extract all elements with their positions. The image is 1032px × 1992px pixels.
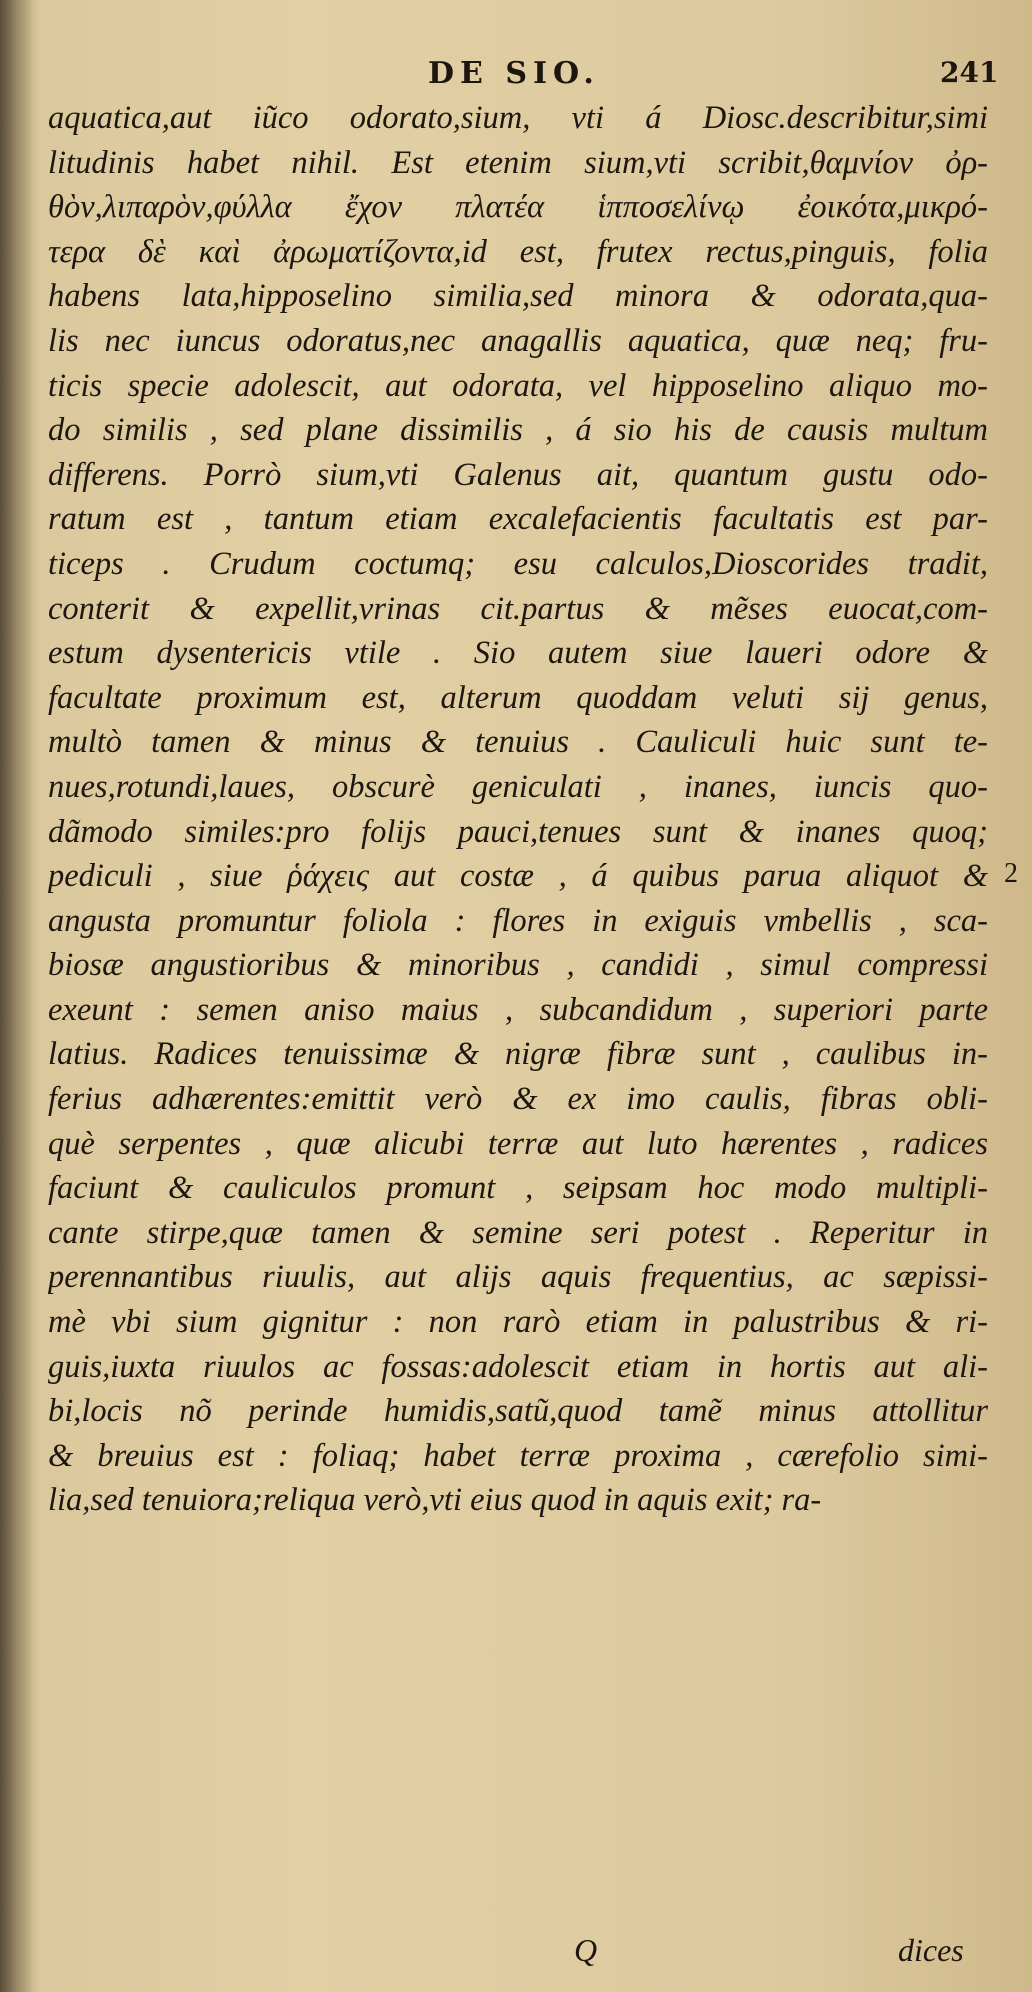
- text-line: exeunt : semen aniso maius , subcandidum , superiori parte: [48, 991, 988, 1028]
- text-line: differens. Porrò sium,vti Galenus ait, quantum gustu odo-: [48, 456, 988, 493]
- text-line: latius. Radices tenuissimæ & nigræ fibræ sunt , caulibus in-: [48, 1036, 988, 1073]
- text-line: lia,sed tenuiora;reliqua verò,vti eius quod in aquis exit; ra-: [48, 1482, 822, 1519]
- page-number: 241: [940, 56, 999, 89]
- text-line: faciunt & cauliculos promunt , seipsam hoc modo multipli-: [48, 1170, 988, 1207]
- margin-note: 2: [1004, 858, 1018, 889]
- binding-gutter-shadow: [0, 0, 34, 1992]
- text-line: lis nec iuncus odoratus,nec anagallis aquatica, quæ neq; fru-: [48, 322, 988, 359]
- text-line: aquatica,aut iũco odorato,sium, vti á Diosc.describitur,simi: [48, 100, 988, 136]
- text-line: angusta promuntur foliola : flores in exiguis vmbellis , sca-: [48, 902, 988, 939]
- text-line: do similis , sed plane dissimilis , á sio his de causis multum: [48, 412, 988, 449]
- text-line: estum dysentericis vtile . Sio autem siue laueri odore &: [48, 635, 988, 672]
- text-line: bi,locis nõ perinde humidis,satũ,quod tamẽ minus attollitur: [48, 1393, 988, 1430]
- catchword: dices: [898, 1932, 964, 1968]
- text-line: litudinis habet nihil. Est etenim sium,vti scribit,θαμνίον ὀρ-: [48, 144, 988, 181]
- signature-mark: Q: [574, 1932, 598, 1968]
- text-line: pediculi , siue ῥάχεις aut costæ , á quibus parua aliquot &: [48, 858, 988, 895]
- text-line: τερα δὲ καὶ ἀρωματίζοντα,id est, frutex rectus,pinguis, folia: [48, 233, 988, 270]
- text-line: cante stirpe,quæ tamen & semine seri potest . Reperitur in: [48, 1214, 988, 1251]
- text-line: multò tamen & minus & tenuius . Cauliculi huic sunt te-: [48, 724, 988, 761]
- running-head: DE SIO.: [428, 56, 600, 91]
- text-line: ticis specie adolescit, aut odorata, vel hipposelino aliquo mo-: [48, 367, 988, 404]
- text-line: dãmodo similes:pro folijs pauci,tenues sunt & inanes quoq;: [48, 813, 988, 850]
- text-line: conterit & expellit,vrinas cit.partus & mẽses euocat,com-: [48, 590, 988, 627]
- text-line: mè vbi sium gignitur : non rarò etiam in palustribus & ri-: [48, 1304, 988, 1341]
- text-line: ticeps . Crudum coctumq; esu calculos,Dioscorides tradit,: [48, 545, 988, 582]
- text-line: & breuius est : foliaq; habet terræ proxima , cærefolio simi-: [48, 1437, 988, 1474]
- text-line: què serpentes , quæ alicubi terræ aut luto hærentes , radices: [48, 1125, 988, 1162]
- text-line: habens lata,hipposelino similia,sed minora & odorata,qua-: [48, 278, 988, 315]
- text-line: nues,rotundi,laues, obscurè geniculati , inanes, iuncis quo-: [48, 768, 988, 805]
- text-line: biosæ angustioribus & minoribus , candidi , simul compressi: [48, 947, 988, 984]
- text-line: ferius adhærentes:emittit verò & ex imo caulis, fibras obli-: [48, 1081, 988, 1118]
- body-text: [48, 96, 988, 1523]
- text-line: ratum est , tantum etiam excalefacientis facultatis est par-: [48, 501, 988, 538]
- text-line: perennantibus riuulis, aut alijs aquis frequentius, ac sæpissi-: [48, 1259, 988, 1296]
- text-line: facultate proximum est, alterum quoddam veluti sij genus,: [48, 679, 988, 716]
- text-line: guis,iuxta riuulos ac fossas:adolescit etiam in hortis aut ali-: [48, 1348, 988, 1385]
- text-line: θὸν,λιπαρὸν,φύλλα ἔχον πλατέα ἱπποσελίνῳ ἐοικότα,μικρό-: [48, 189, 988, 226]
